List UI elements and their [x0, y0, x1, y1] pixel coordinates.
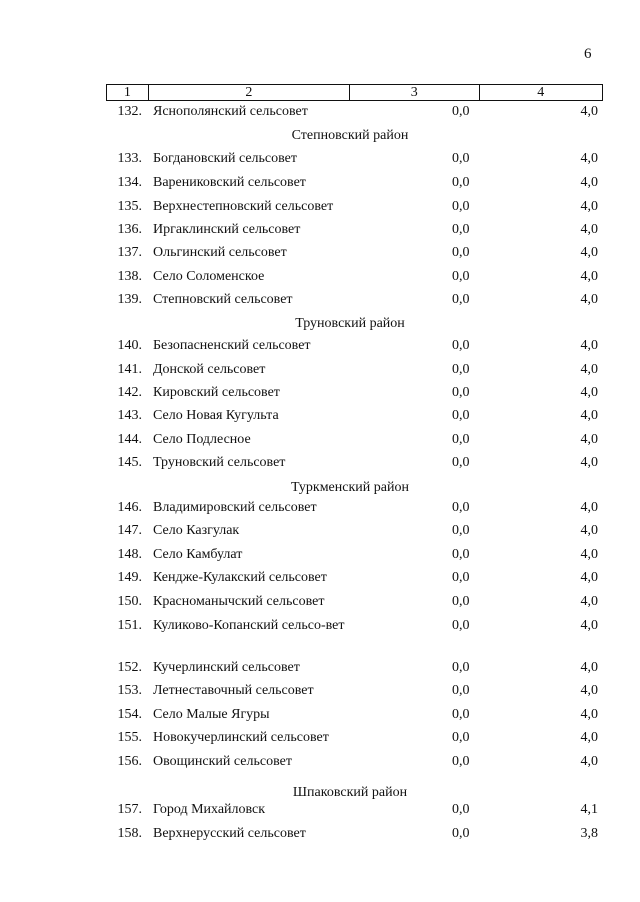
row-number: 132. [117, 104, 142, 119]
row-col-3: 0,0 [452, 222, 470, 237]
row-col-4: 4,0 [580, 754, 598, 769]
row-number: 137. [117, 245, 142, 260]
row-col-3: 0,0 [452, 500, 470, 515]
row-col-3: 0,0 [452, 683, 470, 698]
row-col-4: 4,0 [580, 408, 598, 423]
row-name: Село Подлесное [153, 432, 251, 447]
row-col-4: 4,0 [580, 618, 598, 633]
row-number: 146. [117, 500, 142, 515]
row-col-3: 0,0 [452, 385, 470, 400]
row-col-4: 4,0 [580, 594, 598, 609]
row-number: 147. [117, 523, 142, 538]
row-name: Город Михайловск [153, 802, 266, 817]
row-col-4: 4,0 [580, 432, 598, 447]
row-number: 154. [117, 707, 142, 722]
page-number: 6 [584, 46, 592, 62]
row-col-3: 0,0 [452, 408, 470, 423]
row-col-4: 4,0 [580, 547, 598, 562]
row-name: Безопасненский сельсовет [153, 338, 311, 353]
row-col-4: 4,0 [580, 362, 598, 377]
row-col-3: 0,0 [452, 432, 470, 447]
row-number: 144. [117, 432, 142, 447]
row-name: Ольгинский сельсовет [153, 245, 287, 260]
row-name: Степновский сельсовет [153, 292, 293, 307]
header-col-2: 2 [149, 85, 350, 100]
row-name: Село Новая Кугульта [153, 408, 279, 423]
row-col-3: 0,0 [452, 618, 470, 633]
row-name: Летнеставочный сельсовет [153, 683, 314, 698]
row-col-3: 0,0 [452, 570, 470, 585]
row-number: 140. [117, 338, 142, 353]
row-name: Верхнестепновский сельсовет [153, 199, 334, 214]
row-col-4: 4,0 [580, 269, 598, 284]
row-name: Село Камбулат [153, 547, 243, 562]
row-number: 152. [117, 660, 142, 675]
row-col-3: 0,0 [452, 175, 470, 190]
row-number: 134. [117, 175, 142, 190]
header-col-3: 3 [350, 85, 479, 100]
district-heading: Труновский район [295, 316, 405, 331]
row-col-3: 0,0 [452, 802, 470, 817]
row-name: Труновский сельсовет [153, 455, 286, 470]
row-name: Новокучерлинский сельсовет [153, 730, 329, 745]
row-col-3: 0,0 [452, 660, 470, 675]
row-number: 151. [117, 618, 142, 633]
row-name: Кендже-Кулакский сельсовет [153, 570, 327, 585]
district-heading: Степновский район [291, 128, 409, 143]
row-col-4: 4,0 [580, 570, 598, 585]
row-name: Владимировский сельсовет [153, 500, 317, 515]
row-number: 141. [117, 362, 142, 377]
row-name: Иргаклинский сельсовет [153, 222, 301, 237]
row-col-4: 4,0 [580, 385, 598, 400]
row-col-4: 4,0 [580, 338, 598, 353]
row-name: Кучерлинский сельсовет [153, 660, 300, 675]
row-name: Донской сельсовет [153, 362, 266, 377]
row-name: Овощинский сельсовет [153, 754, 292, 769]
district-heading: Шпаковский район [292, 785, 408, 800]
row-col-4: 4,0 [580, 523, 598, 538]
row-col-3: 0,0 [452, 547, 470, 562]
row-col-3: 0,0 [452, 269, 470, 284]
row-col-3: 0,0 [452, 199, 470, 214]
row-number: 155. [117, 730, 142, 745]
row-col-3: 0,0 [452, 104, 470, 119]
row-number: 157. [117, 802, 142, 817]
row-col-3: 0,0 [452, 362, 470, 377]
row-name: Село Соломенское [153, 269, 265, 284]
row-col-4: 4,0 [580, 683, 598, 698]
row-name: Село Казгулак [153, 523, 240, 538]
row-number: 142. [117, 385, 142, 400]
row-col-4: 4,0 [580, 222, 598, 237]
row-number: 133. [117, 151, 142, 166]
row-col-4: 4,0 [580, 455, 598, 470]
row-col-4: 3,8 [580, 826, 598, 841]
row-col-3: 0,0 [452, 292, 470, 307]
row-number: 158. [117, 826, 142, 841]
row-col-3: 0,0 [452, 338, 470, 353]
row-name: Село Малые Ягуры [153, 707, 270, 722]
row-col-3: 0,0 [452, 523, 470, 538]
row-col-4: 4,1 [580, 802, 598, 817]
row-col-3: 0,0 [452, 730, 470, 745]
row-col-3: 0,0 [452, 754, 470, 769]
row-col-3: 0,0 [452, 826, 470, 841]
row-name: Богдановский сельсовет [153, 151, 297, 166]
row-col-4: 4,0 [580, 199, 598, 214]
row-col-3: 0,0 [452, 151, 470, 166]
row-number: 156. [117, 754, 142, 769]
row-name: Варениковский сельсовет [153, 175, 306, 190]
row-number: 138. [117, 269, 142, 284]
district-heading: Туркменский район [291, 480, 409, 495]
row-number: 145. [117, 455, 142, 470]
row-col-4: 4,0 [580, 500, 598, 515]
row-col-4: 4,0 [580, 660, 598, 675]
row-col-4: 4,0 [580, 730, 598, 745]
row-col-4: 4,0 [580, 292, 598, 307]
row-name: Куликово-Копанский сельсо-вет [153, 618, 345, 633]
row-number: 148. [117, 547, 142, 562]
row-name: Кировский сельсовет [153, 385, 280, 400]
row-name: Красноманычский сельсовет [153, 594, 325, 609]
header-col-4: 4 [537, 85, 545, 100]
row-name: Верхнерусский сельсовет [153, 826, 306, 841]
row-col-3: 0,0 [452, 245, 470, 260]
row-col-4: 4,0 [580, 175, 598, 190]
row-col-4: 4,0 [580, 104, 598, 119]
row-name: Яснополянский сельсовет [153, 104, 308, 119]
row-col-4: 4,0 [580, 151, 598, 166]
header-col-1: 1 [107, 85, 149, 100]
row-number: 143. [117, 408, 142, 423]
row-number: 139. [117, 292, 142, 307]
row-number: 153. [117, 683, 142, 698]
row-number: 150. [117, 594, 142, 609]
row-col-4: 4,0 [580, 245, 598, 260]
row-col-4: 4,0 [580, 707, 598, 722]
row-number: 149. [117, 570, 142, 585]
row-col-3: 0,0 [452, 455, 470, 470]
row-col-3: 0,0 [452, 707, 470, 722]
row-col-3: 0,0 [452, 594, 470, 609]
row-number: 136. [117, 222, 142, 237]
row-number: 135. [117, 199, 142, 214]
